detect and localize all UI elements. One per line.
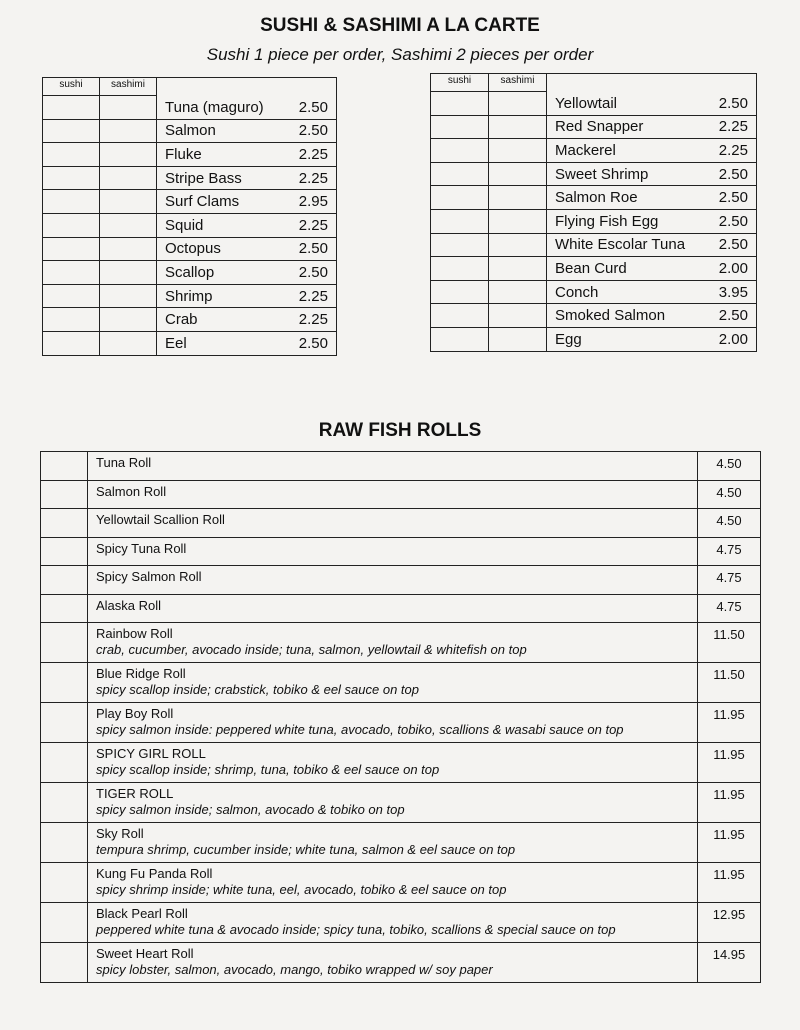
roll-row bbox=[41, 509, 761, 538]
roll-name: Play Boy Roll bbox=[96, 706, 174, 721]
menu-item bbox=[157, 166, 337, 190]
sushi-column-header: sushi bbox=[43, 78, 100, 96]
item-name: Scallop bbox=[165, 263, 215, 281]
menu-item bbox=[547, 92, 757, 116]
order-checkbox[interactable] bbox=[41, 480, 88, 509]
item-name: Red Snapper bbox=[555, 118, 644, 136]
order-checkbox[interactable] bbox=[41, 452, 88, 481]
roll-details bbox=[88, 623, 698, 663]
sashimi-checkbox[interactable] bbox=[100, 237, 157, 261]
roll-price: 4.50 bbox=[698, 509, 761, 538]
sushi-checkbox[interactable] bbox=[43, 143, 100, 167]
item-name: Egg bbox=[555, 330, 582, 348]
item-name: Salmon bbox=[165, 122, 216, 140]
sushi-checkbox[interactable] bbox=[431, 186, 489, 210]
order-checkbox[interactable] bbox=[41, 863, 88, 903]
item-name: Sweet Shrimp bbox=[555, 165, 649, 183]
roll-price: 4.75 bbox=[698, 537, 761, 566]
sushi-checkbox[interactable] bbox=[431, 327, 489, 351]
sashimi-checkbox[interactable] bbox=[100, 119, 157, 143]
item-price: 2.25 bbox=[298, 216, 328, 234]
sushi-checkbox[interactable] bbox=[43, 119, 100, 143]
item-name: Tuna (maguro) bbox=[165, 98, 264, 116]
item-price: 2.25 bbox=[298, 311, 328, 329]
menu-item-row bbox=[43, 96, 337, 120]
roll-row bbox=[41, 452, 761, 481]
roll-row bbox=[41, 823, 761, 863]
roll-details bbox=[88, 743, 698, 783]
sashimi-checkbox[interactable] bbox=[489, 257, 547, 281]
menu-item bbox=[157, 96, 337, 120]
item-name: Stripe Bass bbox=[165, 169, 242, 187]
item-column-header bbox=[547, 74, 757, 92]
menu-item-row bbox=[431, 327, 757, 351]
item-name: Mackerel bbox=[555, 141, 616, 159]
roll-name: Salmon Roll bbox=[96, 483, 167, 499]
roll-name: Kung Fu Panda Roll bbox=[96, 866, 213, 881]
order-checkbox[interactable] bbox=[41, 743, 88, 783]
sushi-checkbox[interactable] bbox=[43, 284, 100, 308]
item-name: Octopus bbox=[165, 240, 221, 258]
item-price: 2.25 bbox=[718, 118, 748, 136]
roll-details bbox=[88, 594, 698, 623]
sushi-checkbox[interactable] bbox=[431, 115, 489, 139]
roll-row bbox=[41, 863, 761, 903]
sushi-checkbox[interactable] bbox=[431, 139, 489, 163]
menu-item bbox=[547, 304, 757, 328]
sushi-checkbox[interactable] bbox=[43, 190, 100, 214]
menu-item-row bbox=[431, 92, 757, 116]
menu-item bbox=[157, 331, 337, 355]
roll-row bbox=[41, 943, 761, 983]
sashimi-checkbox[interactable] bbox=[100, 143, 157, 167]
roll-row bbox=[41, 480, 761, 509]
roll-name: Spicy Salmon Roll bbox=[96, 569, 202, 584]
item-price: 2.50 bbox=[718, 212, 748, 230]
item-price: 2.00 bbox=[718, 259, 748, 277]
item-name: Shrimp bbox=[165, 287, 213, 305]
roll-description: spicy scallop inside; crabstick, tobiko & eel sauce on top bbox=[96, 682, 420, 697]
roll-description: peppered white tuna & avocado inside; spicy tuna, tobiko, scallions & special sauce on top bbox=[96, 922, 616, 937]
roll-description: crab, cucumber, avocado inside; tuna, salmon, yellowtail & whitefish on top bbox=[96, 642, 527, 657]
menu-item-row bbox=[43, 261, 337, 285]
item-price: 2.50 bbox=[718, 236, 748, 254]
a-la-carte-table-right bbox=[430, 73, 757, 352]
roll-description: spicy shrimp inside; white tuna, eel, avocado, tobiko & eel sauce on top bbox=[96, 882, 507, 897]
item-name: Bean Curd bbox=[555, 259, 627, 277]
roll-row bbox=[41, 783, 761, 823]
menu-item bbox=[157, 261, 337, 285]
roll-name: Sky Roll bbox=[96, 826, 144, 841]
item-name: Surf Clams bbox=[165, 193, 240, 211]
item-price: 2.95 bbox=[298, 193, 328, 211]
item-name: Salmon Roe bbox=[555, 189, 638, 207]
menu-item bbox=[547, 280, 757, 304]
roll-description: spicy lobster, salmon, avocado, mango, tobiko wrapped w/ soy paper bbox=[96, 962, 493, 977]
roll-name: TIGER ROLL bbox=[96, 786, 174, 801]
roll-row bbox=[41, 903, 761, 943]
sushi-checkbox[interactable] bbox=[43, 166, 100, 190]
roll-row bbox=[41, 623, 761, 663]
sashimi-checkbox[interactable] bbox=[100, 261, 157, 285]
menu-item-row bbox=[43, 166, 337, 190]
roll-name: Spicy Tuna Roll bbox=[96, 540, 187, 556]
order-checkbox[interactable] bbox=[41, 594, 88, 623]
roll-name: Tuna Roll bbox=[96, 455, 152, 470]
menu-item-row bbox=[431, 257, 757, 281]
sushi-checkbox[interactable] bbox=[431, 280, 489, 304]
roll-name: SPICY GIRL ROLL bbox=[96, 746, 206, 761]
roll-description: spicy salmon inside; salmon, avocado & tobiko on top bbox=[96, 802, 405, 817]
order-checkbox[interactable] bbox=[41, 703, 88, 743]
menu-item-row bbox=[431, 280, 757, 304]
menu-item bbox=[547, 209, 757, 233]
item-price: 2.25 bbox=[298, 145, 328, 163]
sashimi-checkbox[interactable] bbox=[489, 304, 547, 328]
item-name: White Escolar Tuna bbox=[555, 236, 686, 254]
sashimi-checkbox[interactable] bbox=[100, 331, 157, 355]
menu-item bbox=[157, 119, 337, 143]
item-name: Fluke bbox=[165, 145, 202, 163]
sashimi-checkbox[interactable] bbox=[100, 166, 157, 190]
item-price: 2.25 bbox=[298, 169, 328, 187]
item-price: 3.95 bbox=[718, 283, 748, 301]
item-price: 2.50 bbox=[298, 334, 328, 352]
sashimi-checkbox[interactable] bbox=[489, 92, 547, 116]
item-price: 2.50 bbox=[718, 307, 748, 325]
roll-details bbox=[88, 783, 698, 823]
sushi-checkbox[interactable] bbox=[43, 96, 100, 120]
menu-item bbox=[157, 237, 337, 261]
item-name: Squid bbox=[165, 216, 204, 234]
menu-item-row bbox=[431, 233, 757, 257]
menu-item bbox=[547, 233, 757, 257]
sashimi-checkbox[interactable] bbox=[489, 162, 547, 186]
roll-price: 11.95 bbox=[698, 823, 761, 863]
roll-name: Sweet Heart Roll bbox=[96, 946, 194, 961]
item-price: 2.50 bbox=[298, 98, 328, 116]
order-checkbox[interactable] bbox=[41, 663, 88, 703]
roll-row bbox=[41, 594, 761, 623]
roll-name: Yellowtail Scallion Roll bbox=[96, 512, 225, 527]
item-price: 2.50 bbox=[718, 94, 748, 112]
menu-item-row bbox=[43, 308, 337, 332]
sushi-checkbox[interactable] bbox=[43, 331, 100, 355]
roll-details bbox=[88, 452, 698, 481]
roll-price: 4.75 bbox=[698, 594, 761, 623]
raw-fish-rolls-table bbox=[40, 451, 761, 983]
sashimi-checkbox[interactable] bbox=[489, 280, 547, 304]
menu-item bbox=[547, 162, 757, 186]
menu-item bbox=[157, 308, 337, 332]
roll-row bbox=[41, 703, 761, 743]
menu-item bbox=[157, 213, 337, 237]
roll-description: spicy salmon inside: peppered white tuna, avocado, tobiko, scallions & wasabi sauce on top bbox=[96, 722, 624, 737]
menu-item bbox=[547, 327, 757, 351]
menu-item bbox=[547, 115, 757, 139]
menu-item-row bbox=[43, 331, 337, 355]
order-checkbox[interactable] bbox=[41, 943, 88, 983]
item-name: Crab bbox=[165, 311, 198, 329]
roll-price: 11.95 bbox=[698, 703, 761, 743]
menu-item bbox=[547, 139, 757, 163]
menu-item bbox=[547, 257, 757, 281]
roll-price: 4.50 bbox=[698, 452, 761, 481]
roll-price: 14.95 bbox=[698, 943, 761, 983]
sushi-checkbox[interactable] bbox=[431, 233, 489, 257]
menu-item bbox=[547, 186, 757, 210]
menu-item bbox=[157, 284, 337, 308]
sushi-checkbox[interactable] bbox=[431, 209, 489, 233]
menu-item bbox=[157, 143, 337, 167]
item-price: 2.50 bbox=[298, 240, 328, 258]
item-price: 2.00 bbox=[718, 330, 748, 348]
roll-row bbox=[41, 663, 761, 703]
sushi-column-header: sushi bbox=[431, 74, 489, 92]
roll-details bbox=[88, 509, 698, 538]
menu-item-row bbox=[431, 139, 757, 163]
item-name: Eel bbox=[165, 334, 187, 352]
roll-row bbox=[41, 743, 761, 783]
roll-price: 11.95 bbox=[698, 863, 761, 903]
roll-price: 4.50 bbox=[698, 480, 761, 509]
order-checkbox[interactable] bbox=[41, 903, 88, 943]
roll-price: 12.95 bbox=[698, 903, 761, 943]
sushi-checkbox[interactable] bbox=[43, 308, 100, 332]
sashimi-checkbox[interactable] bbox=[489, 327, 547, 351]
roll-row bbox=[41, 566, 761, 595]
menu-item-row bbox=[431, 186, 757, 210]
sashimi-checkbox[interactable] bbox=[100, 190, 157, 214]
order-checkbox[interactable] bbox=[41, 537, 88, 566]
roll-details bbox=[88, 480, 698, 509]
item-price: 2.50 bbox=[298, 122, 328, 140]
menu-item-row bbox=[43, 284, 337, 308]
roll-details bbox=[88, 703, 698, 743]
roll-details bbox=[88, 903, 698, 943]
sashimi-checkbox[interactable] bbox=[489, 139, 547, 163]
page-subtitle: Sushi 1 piece per order, Sashimi 2 pieces per order bbox=[206, 45, 594, 64]
roll-row bbox=[41, 537, 761, 566]
item-price: 2.25 bbox=[718, 141, 748, 159]
sashimi-column-header: sashimi bbox=[489, 74, 547, 92]
roll-details bbox=[88, 863, 698, 903]
roll-price: 11.50 bbox=[698, 623, 761, 663]
roll-details bbox=[88, 566, 698, 595]
rolls-title: RAW FISH ROLLS bbox=[318, 420, 482, 441]
order-checkbox[interactable] bbox=[41, 823, 88, 863]
sushi-checkbox[interactable] bbox=[43, 261, 100, 285]
item-name: Flying Fish Egg bbox=[555, 212, 659, 230]
sashimi-checkbox[interactable] bbox=[489, 209, 547, 233]
roll-price: 11.95 bbox=[698, 743, 761, 783]
menu-item bbox=[157, 190, 337, 214]
roll-description: spicy scallop inside; shrimp, tuna, tobiko & eel sauce on top bbox=[96, 762, 440, 777]
item-name: Yellowtail bbox=[555, 94, 617, 112]
roll-description: tempura shrimp, cucumber inside; white tuna, salmon & eel sauce on top bbox=[96, 842, 516, 857]
item-price: 2.25 bbox=[298, 287, 328, 305]
menu-item-row bbox=[431, 304, 757, 328]
sashimi-checkbox[interactable] bbox=[100, 213, 157, 237]
item-column-header bbox=[157, 78, 337, 96]
sashimi-checkbox[interactable] bbox=[489, 186, 547, 210]
order-checkbox[interactable] bbox=[41, 623, 88, 663]
roll-details bbox=[88, 823, 698, 863]
roll-name: Black Pearl Roll bbox=[96, 906, 188, 921]
menu-item-row bbox=[43, 190, 337, 214]
a-la-carte-table-left bbox=[42, 77, 337, 356]
page-title: SUSHI & SASHIMI A LA CARTE bbox=[260, 15, 540, 36]
sashimi-checkbox[interactable] bbox=[100, 284, 157, 308]
item-name: Smoked Salmon bbox=[555, 307, 666, 325]
order-checkbox[interactable] bbox=[41, 509, 88, 538]
roll-price: 11.95 bbox=[698, 783, 761, 823]
menu-item-row bbox=[43, 237, 337, 261]
sushi-checkbox[interactable] bbox=[43, 237, 100, 261]
sashimi-checkbox[interactable] bbox=[100, 308, 157, 332]
sashimi-checkbox[interactable] bbox=[489, 115, 547, 139]
roll-details bbox=[88, 663, 698, 703]
roll-details bbox=[88, 943, 698, 983]
roll-name: Rainbow Roll bbox=[96, 626, 173, 641]
sashimi-checkbox[interactable] bbox=[100, 96, 157, 120]
order-checkbox[interactable] bbox=[41, 783, 88, 823]
sashimi-checkbox[interactable] bbox=[489, 233, 547, 257]
sushi-checkbox[interactable] bbox=[431, 92, 489, 116]
menu-item-row bbox=[431, 209, 757, 233]
item-name: Conch bbox=[555, 283, 599, 301]
roll-price: 4.75 bbox=[698, 566, 761, 595]
sushi-checkbox[interactable] bbox=[431, 162, 489, 186]
menu-item-row bbox=[431, 115, 757, 139]
roll-price: 11.50 bbox=[698, 663, 761, 703]
item-price: 2.50 bbox=[718, 189, 748, 207]
menu-item-row bbox=[43, 213, 337, 237]
roll-name: Alaska Roll bbox=[96, 597, 162, 613]
sushi-checkbox[interactable] bbox=[43, 213, 100, 237]
sushi-checkbox[interactable] bbox=[431, 257, 489, 281]
menu-item-row bbox=[431, 162, 757, 186]
menu-item-row bbox=[43, 119, 337, 143]
roll-details bbox=[88, 537, 698, 566]
sushi-checkbox[interactable] bbox=[431, 304, 489, 328]
sashimi-column-header: sashimi bbox=[100, 78, 157, 96]
item-price: 2.50 bbox=[718, 165, 748, 183]
item-price: 2.50 bbox=[298, 263, 328, 281]
roll-name: Blue Ridge Roll bbox=[96, 666, 186, 681]
order-checkbox[interactable] bbox=[41, 566, 88, 595]
menu-item-row bbox=[43, 143, 337, 167]
